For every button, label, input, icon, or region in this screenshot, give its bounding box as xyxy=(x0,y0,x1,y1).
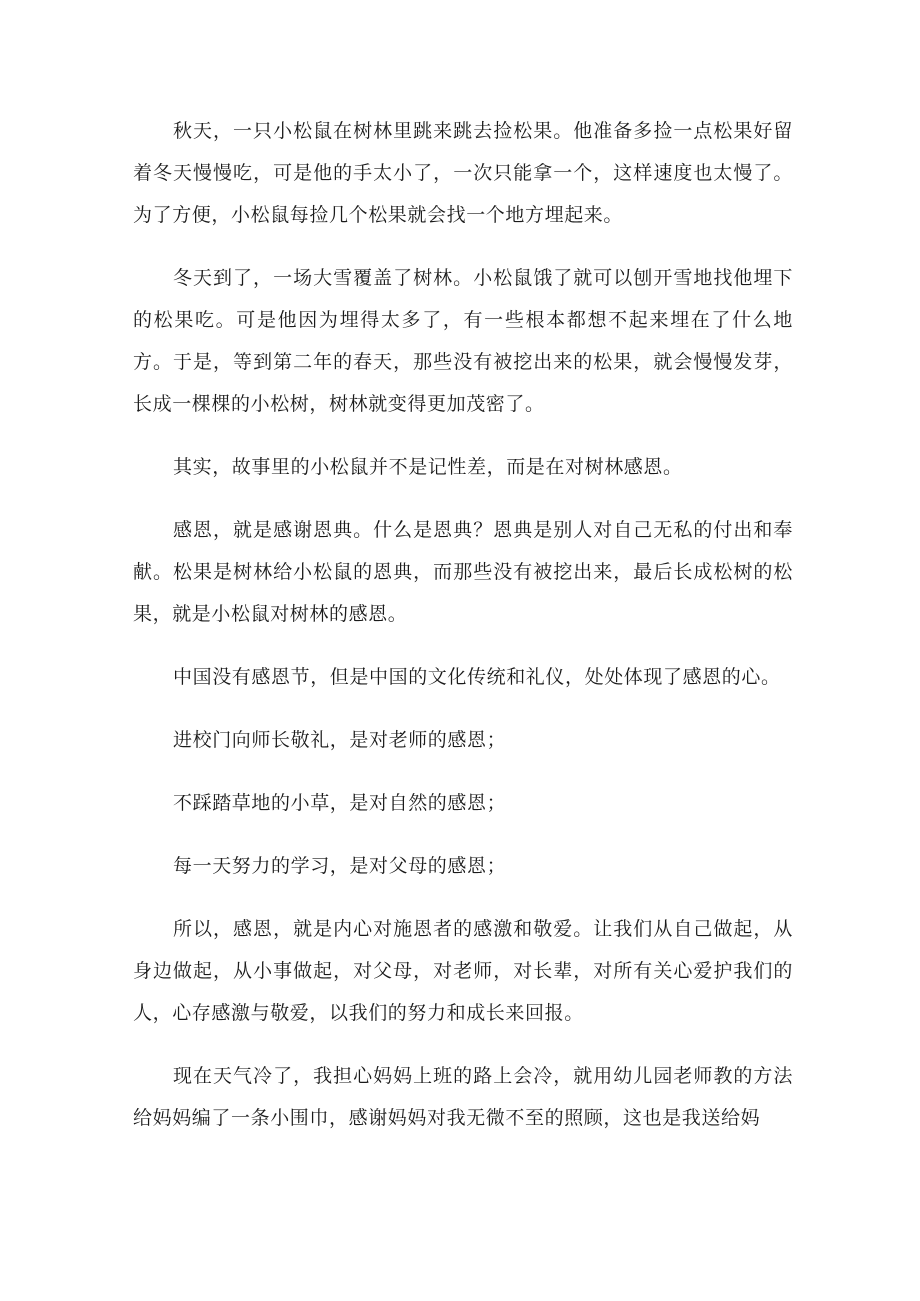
paragraph-5: 中国没有感恩节，但是中国的文化传统和礼仪，处处体现了感恩的心。 xyxy=(173,666,781,688)
paragraph-3: 其实，故事里的小松鼠并不是记性差，而是在对树林感恩。 xyxy=(173,456,683,478)
document-body xyxy=(133,110,793,1160)
paragraph-10: 现在天气冷了，我担心妈妈上班的路上会冷，就用幼儿园老师教的方法给妈妈编了一条小围巾，感谢妈妈对我无微不至的照顾，这也是我送给妈 xyxy=(133,1065,793,1129)
paragraph-4: 感恩，就是感谢恩典。什么是恩典？恩典是别人对自己无私的付出和奉献。松果是树林给小松鼠的恩典，而那些没有被挖出来，最后长成松树的松果，就是小松鼠对树林的感恩。 xyxy=(133,519,793,625)
paragraph-6: 进校门向师长敬礼，是对老师的感恩； xyxy=(173,729,507,751)
paragraph-1: 秋天，一只小松鼠在树林里跳来跳去捡松果。他准备多捡一点松果好留着冬天慢慢吃，可是他的手太小了，一次只能拿一个，这样速度也太慢了。为了方便，小松鼠每捡几个松果就会找一个地方埋起来。 xyxy=(133,120,793,226)
paragraph-7: 不踩踏草地的小草，是对自然的感恩； xyxy=(173,792,507,814)
paragraph-8: 每一天努力的学习，是对父母的感恩； xyxy=(173,855,507,877)
paragraph-9: 所以，感恩，就是内心对施恩者的感激和敬爱。让我们从自己做起，从身边做起，从小事做起，对父母，对老师，对长辈，对所有关心爱护我们的人，心存感激与敬爱，以我们的努力和成长来回报。 xyxy=(133,918,793,1024)
paragraph-2: 冬天到了，一场大雪覆盖了树林。小松鼠饿了就可以刨开雪地找他埋下的松果吃。可是他因为埋得太多了，有一些根本都想不起来埋在了什么地方。于是，等到第二年的春天，那些没有被挖出来的松果，就会慢慢发芽，长成一棵棵的小松树，树林就变得更加茂密了。 xyxy=(133,267,793,415)
